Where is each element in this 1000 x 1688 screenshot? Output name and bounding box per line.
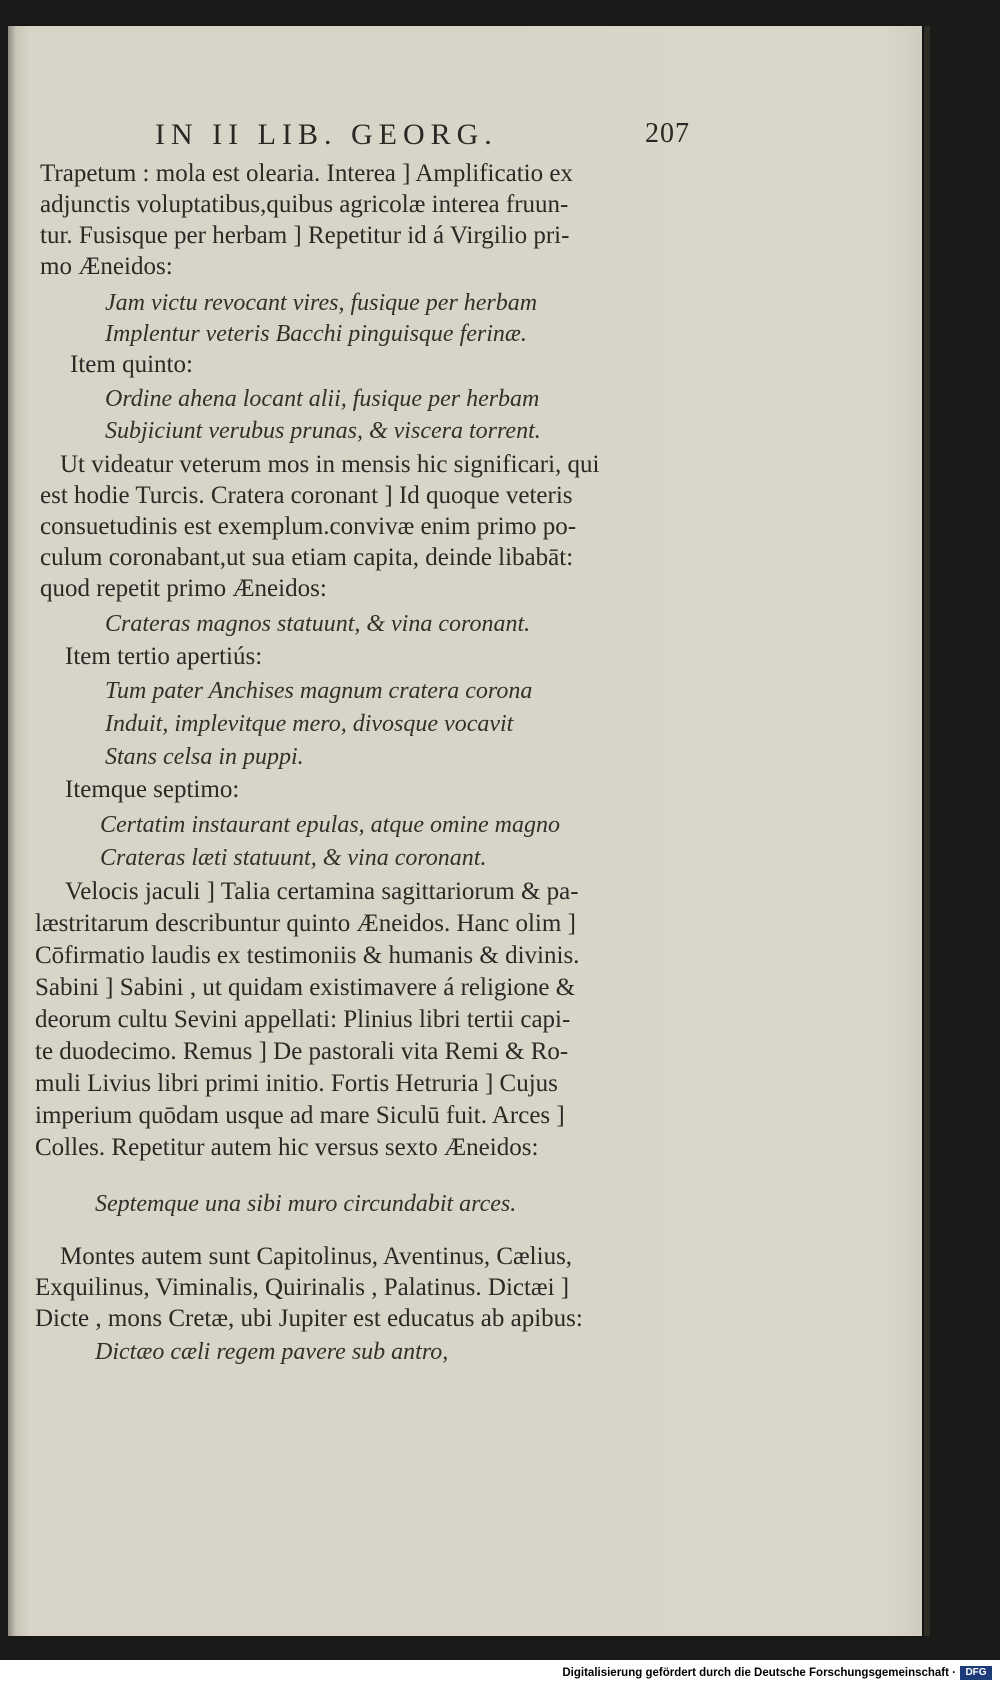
text-line: Sabini ] Sabini , ut quidam existimavere á religione &: [35, 974, 576, 1001]
verse-line: Crateras magnos statuunt, & vina coronant.: [105, 611, 531, 637]
text-line: Item quinto:: [70, 351, 193, 378]
text-line: Ut videatur veterum mos in mensis hic significari, qui: [60, 451, 600, 478]
verse-line: Jam victu revocant vires, fusique per herbam: [105, 290, 538, 316]
verse-line: Septemque una sibi muro circundabit arces.: [95, 1191, 517, 1217]
verse-line: Tum pater Anchises magnum cratera corona: [105, 678, 533, 704]
text-line: Colles. Repetitur autem hic versus sexto Æneidos:: [35, 1134, 539, 1161]
text-line: Item tertio apertiús:: [65, 643, 263, 670]
footer-bar: [0, 1660, 1000, 1688]
verse-line: Subjiciunt verubus prunas, & viscera torrent.: [105, 418, 541, 444]
text-line: mo Æneidos:: [40, 253, 173, 280]
text-line: consuetudinis est exemplum.convivæ enim primo po-: [40, 513, 577, 540]
verse-line: Dictæo cæli regem pavere sub antro,: [95, 1339, 449, 1365]
verse-line: Crateras læti statuunt, & vina coronant.: [100, 845, 487, 871]
text-line: Dicte , mons Cretæ, ubi Jupiter est educatus ab apibus:: [35, 1305, 583, 1332]
text-line: muli Livius libri primi initio. Fortis Hetruria ] Cujus: [35, 1070, 558, 1097]
text-line: est hodie Turcis. Cratera coronant ] Id quoque veteris: [40, 482, 573, 509]
text-line: adjunctis voluptatibus,quibus agricolæ interea fruun-: [40, 191, 569, 218]
text-line: Montes autem sunt Capitolinus, Aventinus, Cælius,: [60, 1243, 573, 1270]
page-number: 207: [645, 118, 690, 149]
text-line: Exquilinus, Viminalis, Quirinalis , Palatinus. Dictæi ]: [35, 1274, 570, 1301]
verse-line: Induit, implevitque mero, divosque vocavit: [105, 711, 514, 737]
dfg-logo: DFG: [960, 1666, 992, 1680]
text-line: Cōfirmatio laudis ex testimoniis & humanis & divinis.: [35, 942, 580, 969]
text-line: Velocis jaculi ] Talia certamina sagittariorum & pa-: [65, 878, 579, 905]
verse-line: Stans celsa in puppi.: [105, 744, 304, 770]
verse-line: Ordine ahena locant alii, fusique per herbam: [105, 386, 540, 412]
text-line: deorum cultu Sevini appellati: Plinius libri tertii capi-: [35, 1006, 571, 1033]
text-line: culum coronabant,ut sua etiam capita, deinde libabāt:: [40, 544, 574, 571]
text-line: quod repetit primo Æneidos:: [40, 575, 327, 602]
text-line: tur. Fusisque per herbam ] Repetitur id á Virgilio pri-: [40, 222, 570, 249]
text-line: te duodecimo. Remus ] De pastorali vita Remi & Ro-: [35, 1038, 569, 1065]
funding-credit: Digitalisierung gefördert durch die Deutsche Forschungsgemeinschaft ·: [562, 1667, 956, 1679]
running-title: IN II LIB. GEORG.: [155, 118, 498, 151]
page-edge: [924, 26, 930, 1636]
text-line: Trapetum : mola est olearia. Interea ] Amplificatio ex: [40, 160, 573, 187]
text-line: imperium quōdam usque ad mare Siculū fuit. Arces ]: [35, 1102, 565, 1129]
text-line: Itemque septimo:: [65, 776, 240, 803]
verse-line: Implentur veteris Bacchi pinguisque ferinæ.: [105, 321, 527, 347]
verse-line: Certatim instaurant epulas, atque omine magno: [100, 812, 560, 838]
text-line: læstritarum describuntur quinto Æneidos. Hanc olim ]: [35, 910, 576, 937]
